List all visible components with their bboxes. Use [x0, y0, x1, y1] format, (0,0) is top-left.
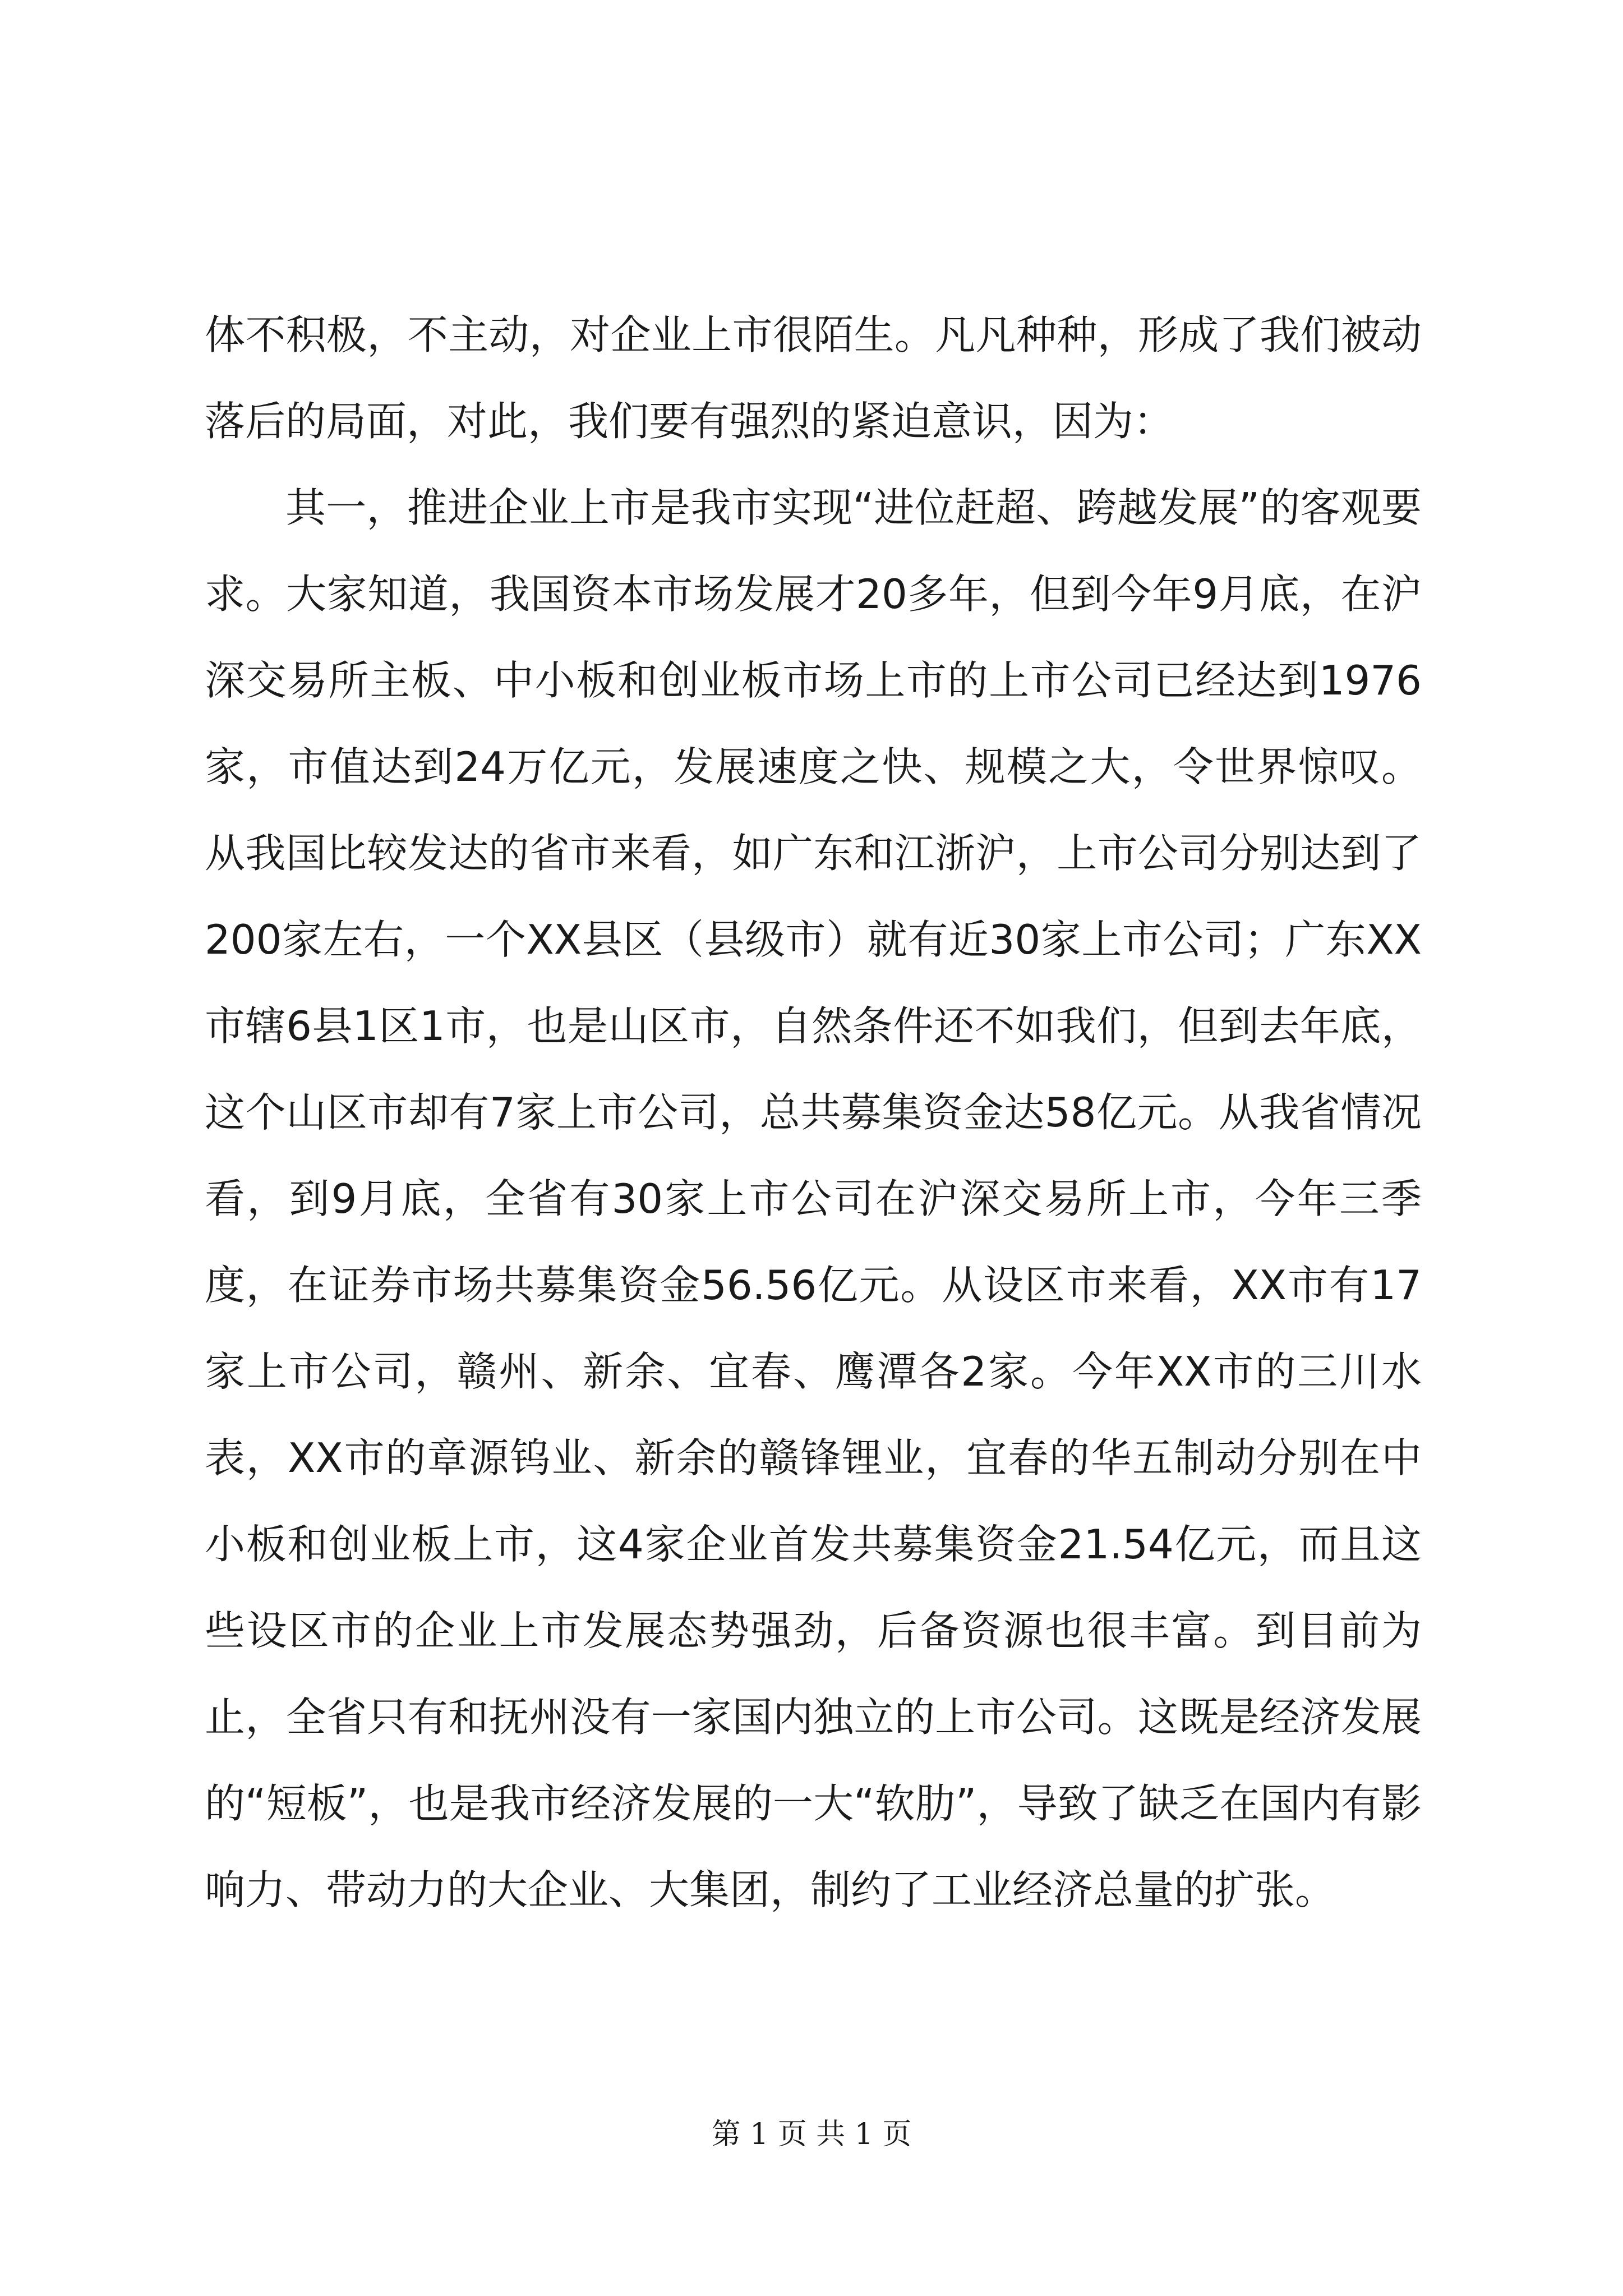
document-body: [205, 292, 1422, 1933]
paragraph-1: 体不积极，不主动，对企业上市很陌生。凡凡种种，形成了我们被动落后的局面，对此，我们要有强烈的紧迫意识，因为：: [205, 311, 1422, 445]
page-footer: 第 1 页 共 1 页: [711, 2118, 912, 2151]
paragraph-2: 其一，推进企业上市是我市实现“进位赶超、跨越发展”的客观要求。大家知道，我国资本市场发展才20多年，但到今年9月底，在沪深交易所主板、中小板和创业板市场上市的上市公司已经达到1976家，市值达到24万亿元，发展速度之快、规模之大，令世界惊叹。从我国比较发达的省市来看，如广东和江浙沪，上市公司分别达到了200家左右，一个XX县区（县级市）就有近30家上市公司；广东XX市辖6县1区1市，也是山区市，自然条件还不如我们，但到去年底，这个山区市却有7家上市公司，总共募集资金达58亿元。从我省情况看，到9月底，全省有30家上市公司在沪深交易所上市，今年三季度，在证券市场共募集资金56.56亿元。从设区市来看，XX市有17家上市公司，赣州、新余、宜春、鹰潭各2家。今年XX市的三川水表，XX市的章源钨业、新余的赣锋锂业，宜春的华五制动分别在中小板和创业板上市，这4家企业首发共募集资金21.54亿元，而且这些设区市的企业上市发展态势强劲，后备资源也很丰富。到目前为止，全省只有和抚州没有一家国内独立的上市公司。这既是经济发展的“短板”，也是我市经济发展的一大“软肋”，导致了缺乏在国内有影响力、带动力的大企业、大集团，制约了工业经济总量的扩张。: [205, 484, 1422, 1913]
